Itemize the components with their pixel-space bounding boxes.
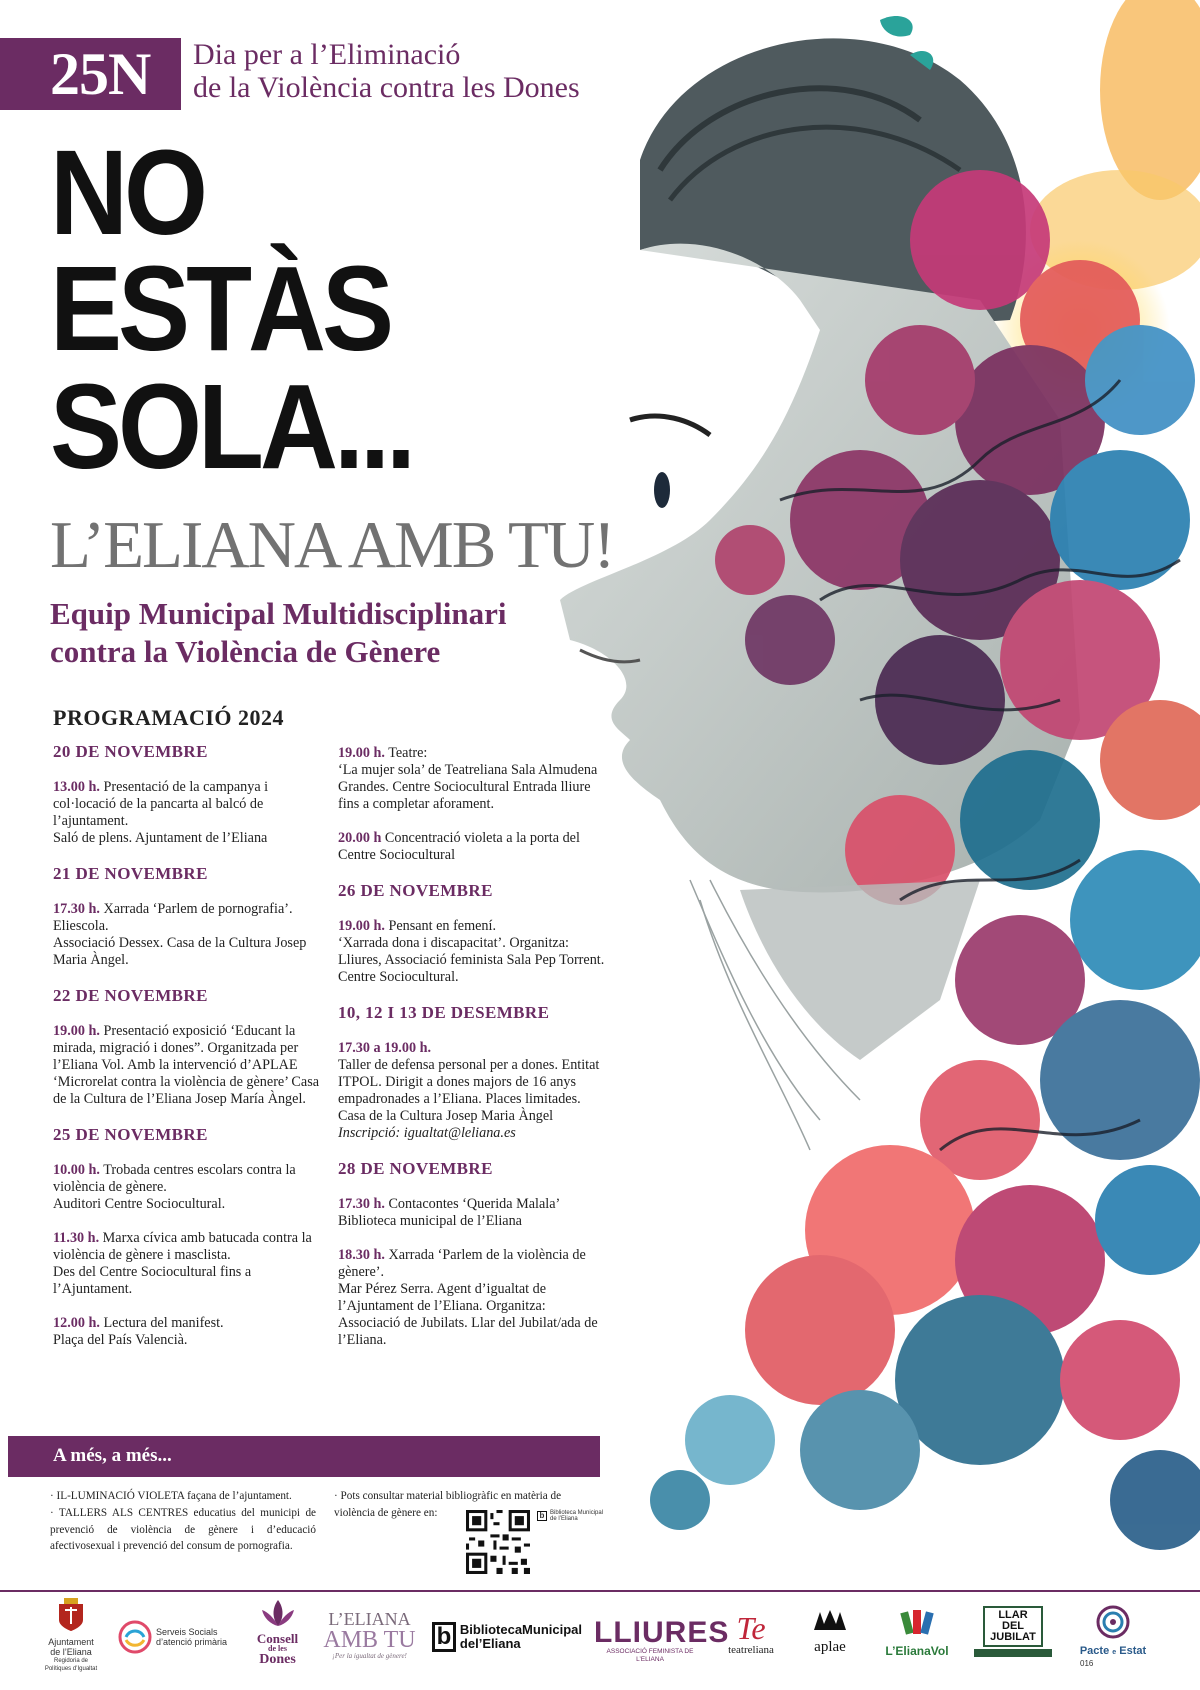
event-place: Taller de defensa personal per a dones. Entitat ITPOL. Dirigit a dones majors de 16 anys empadronades a l’Eliana. Places limitades. Casa de la Cultura Josep Maria Àngel — [338, 1057, 600, 1124]
event-place: Saló de plens. Ajuntament de l’Eliana — [53, 830, 268, 846]
biblio-line2: del’Eliana — [459, 1636, 521, 1651]
elianavol-hand-icon — [897, 1606, 937, 1640]
event-place: ‘Microrelat contra la violència de gènere’ Casa de la Cultura de l’Eliana Josep María Àngel. — [53, 1074, 320, 1107]
logo-eliana-amb-tu — [322, 1610, 417, 1660]
biblio-b-icon: b — [537, 1511, 547, 1521]
event-place: Auditori Centre Sociocultural. — [53, 1196, 226, 1212]
logo-ajuntament — [40, 1598, 102, 1673]
biblioteca-b-icon: b — [432, 1622, 456, 1652]
event-time: 17.30 a 19.00 h. — [338, 1040, 432, 1056]
day-title — [193, 38, 613, 104]
event-place: ‘Xarrada dona i discapacitat’. Organitza: Lliures, Associació feminista Sala Pep Torrent. Centre Sociocultural. — [338, 935, 605, 985]
llar-line1: LLAR — [998, 1609, 1028, 1621]
subtitle-line1: Equip Municipal Multidisciplinari — [50, 596, 507, 631]
event-place: Des del Centre Sociocultural fins a l’Ajuntament. — [53, 1264, 252, 1297]
eliana-line1: L’ELIANA — [328, 1609, 411, 1629]
teatre-line2: teatreliana — [728, 1644, 774, 1656]
consell-line1: Consell — [256, 1631, 299, 1646]
event — [338, 1247, 608, 1349]
event — [338, 830, 608, 864]
event-time: 18.30 h. — [338, 1247, 385, 1263]
qr-code-icon[interactable] — [466, 1510, 530, 1574]
day-heading: 10, 12 I 13 DE DESEMBRE — [338, 1003, 550, 1022]
consell-line2: de les — [268, 1644, 287, 1653]
logo-biblioteca — [432, 1622, 582, 1652]
serveis-line1: Serveis Socials — [156, 1627, 218, 1637]
eliana-line2: AMB TU — [323, 1627, 416, 1653]
lotus-icon — [258, 1598, 298, 1628]
event-time: 20.00 h — [338, 830, 382, 846]
headline-line3: SOLA... — [50, 358, 413, 494]
event-registration: Inscripció: igualtat@leliana.es — [338, 1125, 516, 1141]
day-title-line2: de la Violència contra les Dones — [193, 71, 580, 104]
event-text: Presentació de la campanya i col·locació de la pancarta al balcó de l’ajuntament. — [53, 779, 269, 829]
biblio-line1: BibliotecaMunicipal — [459, 1622, 582, 1637]
pacte-line3: 016 — [1080, 1659, 1094, 1668]
logo-serveis-socials — [118, 1620, 243, 1654]
event-time: 19.00 h. — [338, 918, 385, 934]
event-place: Associació Dessex. Casa de la Cultura Josep Maria Àngel. — [53, 935, 307, 968]
event-time: 10.00 h. — [53, 1162, 100, 1178]
event — [338, 1040, 608, 1142]
day-heading: 28 DE NOVEMBRE — [338, 1159, 493, 1178]
event-text: Trobada centres escolars contra la violència de gènere. — [53, 1162, 296, 1195]
event — [53, 1315, 333, 1349]
event-time: 11.30 h. — [53, 1230, 100, 1246]
lliures-line1: LLIURES — [594, 1616, 730, 1649]
extras-list — [50, 1488, 316, 1555]
pacte-line2: Estat — [1119, 1645, 1147, 1657]
biblio-small-line2: de l’Eliana — [550, 1516, 578, 1522]
llar-bar — [974, 1649, 1052, 1657]
llar-line2: DEL — [1002, 1620, 1024, 1632]
logo-pacte-estat: Pacte e Estat 016 — [1072, 1604, 1154, 1669]
event — [53, 1023, 333, 1108]
event — [338, 745, 608, 813]
day-title-line1: Dia per a l’Eliminació — [193, 38, 461, 71]
extras-banner: A més, a més... — [8, 1436, 600, 1476]
event-time: 17.30 h. — [53, 901, 100, 917]
ajuntament-line3: Regidoria de Polítiques d’Igualtat — [44, 1658, 98, 1672]
llar-line3: JUBILAT — [990, 1631, 1036, 1643]
ajuntament-line1: Ajuntament — [48, 1637, 94, 1647]
tagline: L’ELIANA AMB TU! — [50, 508, 614, 582]
logo-consell-dones — [250, 1598, 305, 1666]
logo-llar-jubilat — [972, 1606, 1054, 1657]
extras-item: · TALLERS ALS CENTRES educatius del municipi de prevenció de violència de gènere i d’educació afectivosexual i prevenció del consum de pornografia. — [50, 1506, 316, 1553]
program-title: PROGRAMACIÓ 2024 — [53, 705, 285, 730]
headline-line2: ESTÀS — [50, 240, 391, 376]
day-heading: 25 DE NOVEMBRE — [53, 1125, 208, 1144]
lliures-line2: ASSOCIACIÓ FEMINISTA DE L’ELIANA — [606, 1648, 694, 1663]
event-time: 13.00 h. — [53, 779, 100, 795]
logo-teatreliana — [722, 1612, 780, 1656]
extras-biblio-note: · Pots consultar material bibliogràfic en matèria de violència de gènere en: — [334, 1490, 562, 1519]
logo-aplae — [800, 1606, 860, 1655]
elianavol-label: L’ElianaVol — [885, 1644, 949, 1658]
aplae-label: aplae — [814, 1639, 846, 1655]
day-heading: 26 DE NOVEMBRE — [338, 881, 493, 900]
subtitle-line2: contra la Violència de Gènere — [50, 634, 441, 669]
coat-of-arms-icon — [56, 1598, 86, 1632]
program-column-2 — [338, 745, 608, 1366]
event — [338, 1196, 608, 1230]
event-time: 19.00 h. — [338, 745, 385, 761]
teatre-line1: Te — [736, 1610, 766, 1646]
event-text: Concentració violeta a la porta del Centre Sociocultural — [338, 830, 580, 863]
day-heading: 21 DE NOVEMBRE — [53, 864, 208, 883]
event-place: Biblioteca municipal de l’Eliana — [338, 1213, 522, 1229]
event-place: Mar Pérez Serra. Agent d’igualtat de l’Ajuntament de l’Eliana. Organitza: Associació de Jubilats. Llar del Jubilat/ada de l’Eliana. — [338, 1281, 598, 1348]
event-text: Contacontes ‘Querida Malala’ — [388, 1196, 561, 1212]
badge-25n: 25N — [0, 38, 181, 110]
event-text: Pensant en femení. — [388, 918, 497, 934]
subtitle — [50, 595, 570, 671]
event — [53, 901, 333, 969]
event-place: Plaça del País Valencià. — [53, 1332, 188, 1348]
event — [53, 1162, 333, 1213]
extras-item: · IL-LUMINACIÓ VIOLETA façana de l’ajuntament. — [50, 1490, 292, 1502]
biblio-small-logo — [537, 1510, 603, 1522]
biblio-small-line1: Biblioteca Municipal — [550, 1510, 604, 1516]
ajuntament-line2: de l’Eliana — [50, 1647, 92, 1657]
pacte-circles-icon — [1092, 1604, 1134, 1640]
event-time: 12.00 h. — [53, 1315, 100, 1331]
serveis-socials-icon — [118, 1620, 152, 1654]
event-time: 17.30 h. — [338, 1196, 385, 1212]
woman-flowers-illustration — [560, 0, 1200, 1590]
pacte-line1: Pacte — [1079, 1645, 1110, 1657]
event-text: Xarrada ‘Parlem de pornografia’. Eliescola. — [53, 901, 293, 934]
event-place: ‘La mujer sola’ de Teatreliana Sala Almudena Grandes. Centre Sociocultural Entrada lliure fins a completar aforament. — [338, 762, 598, 812]
event-time: 19.00 h. — [53, 1023, 100, 1039]
footer-divider — [0, 1590, 1200, 1592]
event-text: Presentació exposició ‘Educant la mirada, migració i dones”. Organitzada per l’Eliana Vol. Amb la intervenció d’APLAE — [53, 1023, 299, 1073]
event-text: Marxa cívica amb batucada contra la violència de gènere i masclista. — [53, 1230, 312, 1263]
eliana-line3: ¡Per la igualtat de gènere! — [332, 1652, 407, 1660]
event-text: Lectura del manifest. — [103, 1315, 224, 1331]
extras-divider — [8, 1476, 600, 1477]
day-heading: 22 DE NOVEMBRE — [53, 986, 208, 1005]
serveis-line2: d’atenció primària — [156, 1637, 228, 1647]
aplae-hands-icon — [810, 1606, 850, 1634]
logo-elianavol — [878, 1606, 956, 1658]
event — [338, 918, 608, 986]
event — [53, 1230, 333, 1298]
headline-line1: NO — [50, 124, 204, 260]
day-heading: 20 DE NOVEMBRE — [53, 742, 208, 761]
logo-lliures — [594, 1616, 730, 1664]
program-column-1 — [53, 742, 333, 1366]
event-text: Xarrada ‘Parlem de la violència de gènere’. — [338, 1247, 586, 1280]
event — [53, 779, 333, 847]
consell-line3: Dones — [259, 1652, 296, 1667]
event-text: Teatre: — [388, 745, 428, 761]
